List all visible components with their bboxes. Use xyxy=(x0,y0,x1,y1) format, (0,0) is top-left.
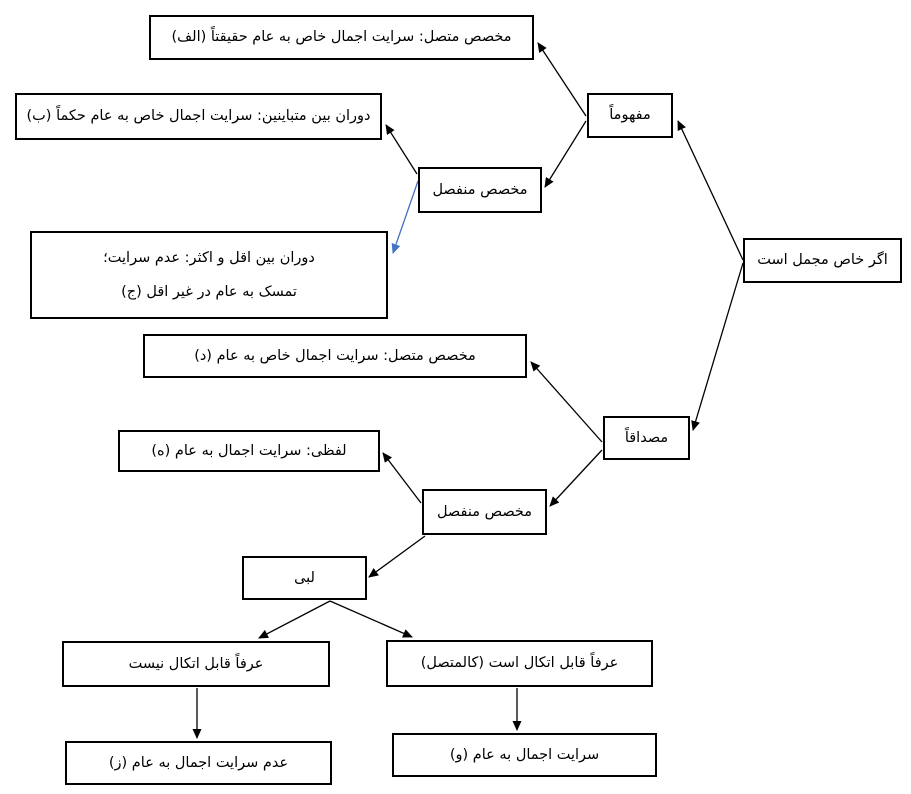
arrow-sep2-labbi xyxy=(369,536,425,577)
arrow-mafhuman-a xyxy=(538,43,586,116)
node-orfan-not-reliable xyxy=(62,641,330,687)
node-davaran-aqal-aksar-jim xyxy=(30,231,388,319)
arrow-mesdaqan-d xyxy=(531,362,602,442)
arrow-mafhuman-sep1 xyxy=(545,121,586,187)
arrow-sep1-c xyxy=(393,181,418,253)
node-labbi xyxy=(242,556,367,600)
node-adam-serayat-ze-label: عدم سرایت اجمال به عام (ز) xyxy=(108,754,289,771)
node-mokhassas-mottasel-dal xyxy=(143,334,527,378)
node-davaran-aqal-aksar-jim-line1: دوران بین اقل و اکثر: عدم سرایت؛ xyxy=(103,249,315,266)
node-orfan-reliable xyxy=(386,640,653,687)
node-mokhassas-monfasel-2 xyxy=(422,489,547,535)
node-mokhassas-monfasel-1 xyxy=(418,167,542,213)
arrow-root-mafhuman xyxy=(678,121,743,260)
arrow-labbi-notrel xyxy=(259,601,330,638)
node-mokhassas-monfasel-1-label: مخصص منفصل xyxy=(432,181,528,198)
arrow-mesdaqan-sep2 xyxy=(550,450,602,506)
node-mafhuman-label: مفهوماً xyxy=(609,107,651,124)
node-lafzi-he-label: لفظی: سرایت اجمال به عام (ه) xyxy=(151,442,347,459)
node-mesdaqan-label: مصداقاً xyxy=(624,429,669,446)
node-lafzi-he xyxy=(118,430,380,472)
node-orfan-not-reliable-label: عرفاً قابل اتکال نیست xyxy=(128,655,264,672)
node-adam-serayat-ze xyxy=(65,741,332,785)
node-labbi-label: لبی xyxy=(294,569,315,586)
node-davaran-motabayenin-be xyxy=(15,93,382,140)
arrow-root-mesdaqan xyxy=(693,263,743,430)
node-mokhassas-mottasel-dal-label: مخصص متصل: سرایت اجمال خاص به عام (د) xyxy=(194,347,476,364)
node-mesdaqan xyxy=(603,416,690,460)
node-orfan-reliable-label: عرفاً قابل اتکال است (کالمتصل) xyxy=(420,655,619,672)
node-root-agar-khass-mojmal xyxy=(743,238,902,283)
node-mafhuman xyxy=(587,93,673,138)
node-davaran-aqal-aksar-jim-line2: تمسک به عام در غیر اقل (ج) xyxy=(121,284,297,300)
arrow-sep2-e xyxy=(383,453,421,503)
node-mokhassas-mottasel-alef-label: مخصص متصل: سرایت اجمال خاص به عام حقیقتاً (الف) xyxy=(171,29,512,46)
node-mokhassas-monfasel-2-label: مخصص منفصل xyxy=(436,503,533,520)
arrow-sep1-b xyxy=(386,125,417,174)
node-mokhassas-mottasel-alef xyxy=(149,15,534,60)
arrow-labbi-rel xyxy=(330,601,412,637)
node-serayat-vav-label: سرایت اجمال به عام (و) xyxy=(449,746,600,763)
node-serayat-vav xyxy=(392,733,657,777)
node-davaran-motabayenin-be-label: دوران بین متباینین: سرایت اجمال خاص به عام حکماً (ب) xyxy=(26,108,371,125)
node-root-label: اگر خاص مجمل است xyxy=(757,252,888,269)
